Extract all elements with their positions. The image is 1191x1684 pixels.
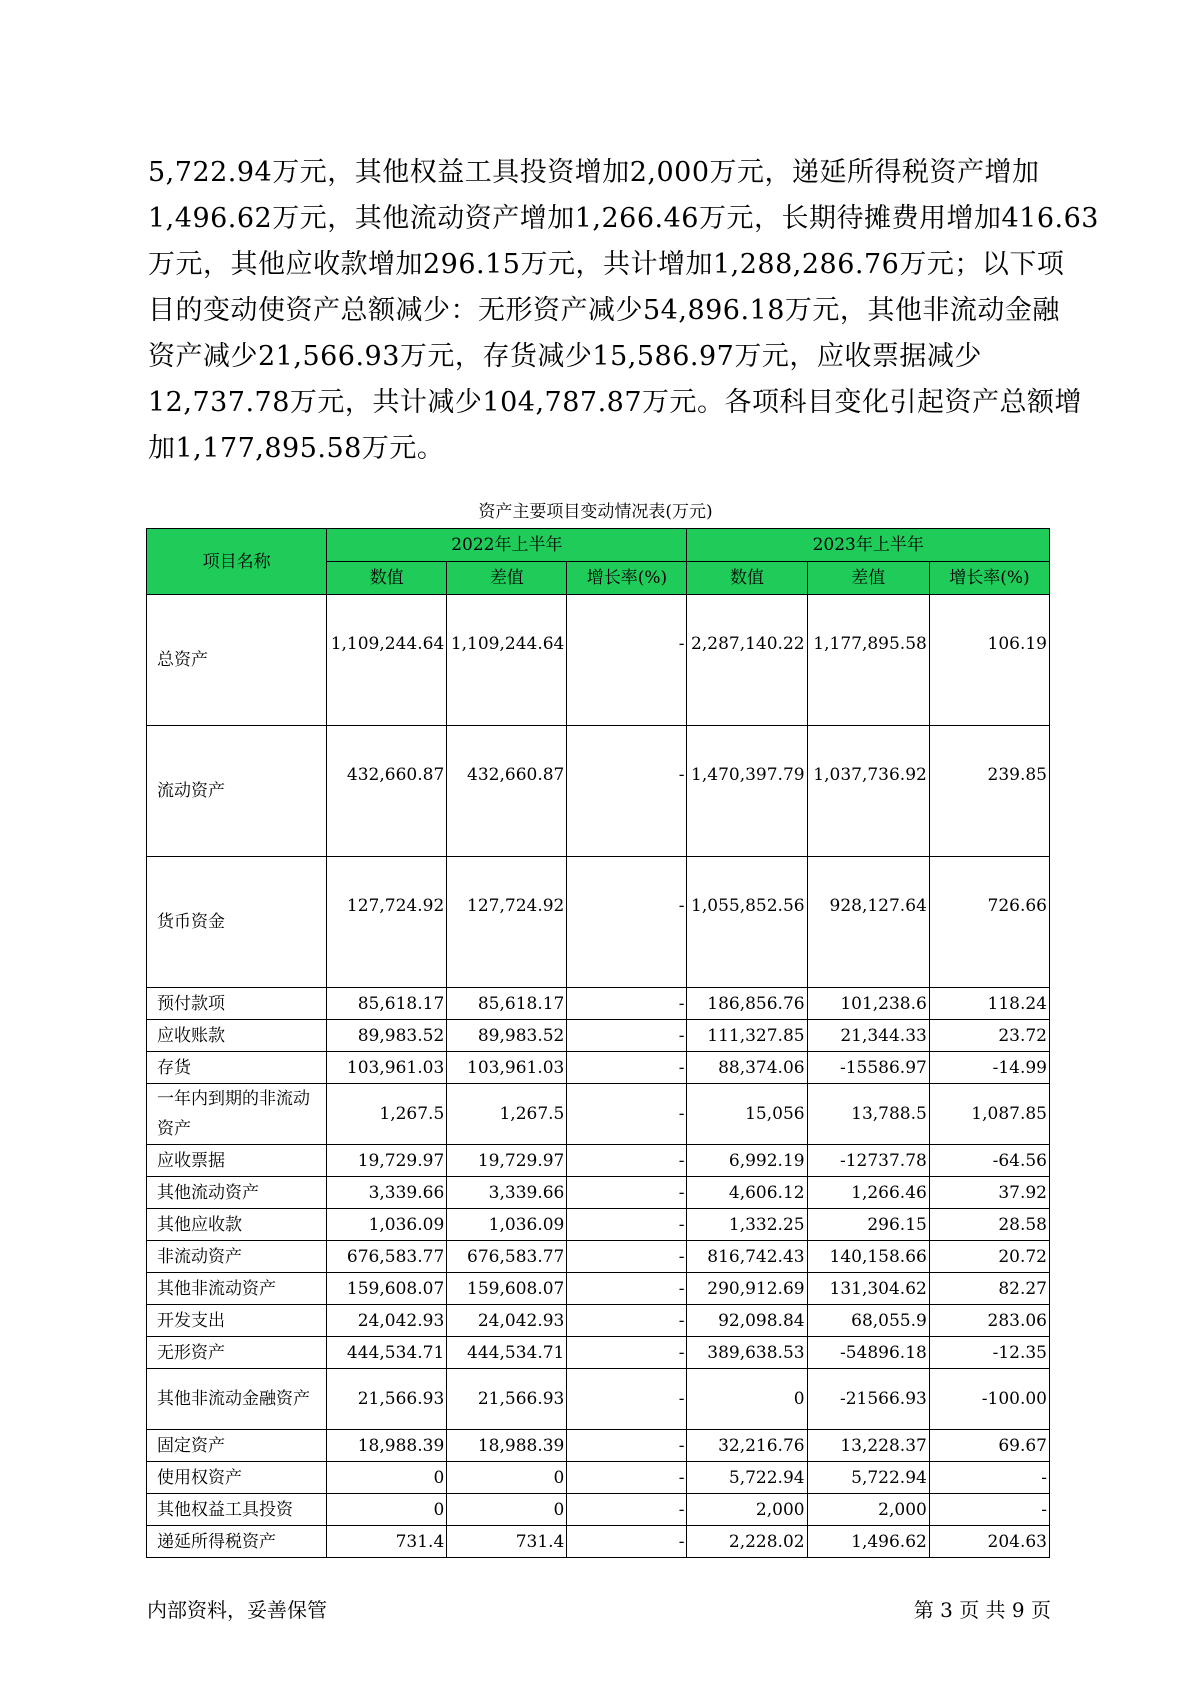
cell-diff-2023: 1,037,736.92 (807, 726, 929, 857)
row-item-name: 递延所得税资产 (147, 1526, 327, 1558)
row-item-name: 其他非流动金融资产 (147, 1369, 327, 1430)
cell-diff-2023: -15586.97 (807, 1052, 929, 1084)
cell-rate-2022: - (567, 1052, 687, 1084)
cell-value-2023: 1,470,397.79 (687, 726, 807, 857)
row-item-name: 其他流动资产 (147, 1177, 327, 1209)
cell-value-2022: 444,534.71 (327, 1337, 447, 1369)
cell-value-2022: 89,983.52 (327, 1020, 447, 1052)
cell-value-2022: 1,267.5 (327, 1084, 447, 1145)
cell-value-2023: 2,287,140.22 (687, 595, 807, 726)
cell-value-2023: 186,856.76 (687, 988, 807, 1020)
table-row (147, 1084, 1050, 1145)
cell-value-2022: 0 (327, 1494, 447, 1526)
cell-value-2023: 816,742.43 (687, 1241, 807, 1273)
paragraph-line: 12,737.78万元，共计减少104,787.87万元。各项科目变化引起资产总额增 (148, 387, 1083, 418)
cell-diff-2023: 13,228.37 (807, 1430, 929, 1462)
table-row (147, 1273, 1050, 1305)
cell-rate-2023: 106.19 (929, 595, 1049, 726)
row-item-name: 总资产 (147, 595, 327, 726)
cell-diff-2022: 19,729.97 (447, 1145, 567, 1177)
cell-value-2023: 1,332.25 (687, 1209, 807, 1241)
cell-rate-2023: -64.56 (929, 1145, 1049, 1177)
cell-diff-2023: 21,344.33 (807, 1020, 929, 1052)
header-year-2022: 2022年上半年 (327, 529, 687, 562)
table-row (147, 1305, 1050, 1337)
cell-diff-2022: 0 (447, 1494, 567, 1526)
cell-value-2022: 21,566.93 (327, 1369, 447, 1430)
cell-diff-2022: 676,583.77 (447, 1241, 567, 1273)
cell-rate-2023: 283.06 (929, 1305, 1049, 1337)
cell-value-2022: 159,608.07 (327, 1273, 447, 1305)
table-row (147, 726, 1050, 857)
cell-diff-2023: 131,304.62 (807, 1273, 929, 1305)
cell-value-2023: 4,606.12 (687, 1177, 807, 1209)
table-row (147, 1462, 1050, 1494)
cell-value-2022: 1,109,244.64 (327, 595, 447, 726)
cell-diff-2022: 1,036.09 (447, 1209, 567, 1241)
header-year-2023: 2023年上半年 (687, 529, 1050, 562)
cell-rate-2023: 204.63 (929, 1526, 1049, 1558)
cell-rate-2023: 28.58 (929, 1209, 1049, 1241)
cell-diff-2022: 444,534.71 (447, 1337, 567, 1369)
table-row (147, 1494, 1050, 1526)
cell-value-2023: 111,327.85 (687, 1020, 807, 1052)
header-value-2022: 数值 (327, 562, 447, 595)
row-item-name: 流动资产 (147, 726, 327, 857)
row-item-name: 存货 (147, 1052, 327, 1084)
header-value-2023: 数值 (687, 562, 807, 595)
cell-rate-2023: 23.72 (929, 1020, 1049, 1052)
cell-diff-2023: 928,127.64 (807, 857, 929, 988)
body-paragraph (148, 150, 1099, 472)
paragraph-line: 目的变动使资产总额减少：无形资产减少54,896.18万元，其他非流动金融 (148, 295, 1060, 326)
row-item-name: 其他权益工具投资 (147, 1494, 327, 1526)
table-row (147, 857, 1050, 988)
cell-diff-2023: 68,055.9 (807, 1305, 929, 1337)
table-row (147, 1020, 1050, 1052)
cell-rate-2023: 118.24 (929, 988, 1049, 1020)
cell-rate-2022: - (567, 1494, 687, 1526)
cell-diff-2023: 101,238.6 (807, 988, 929, 1020)
cell-value-2023: 1,055,852.56 (687, 857, 807, 988)
table-row (147, 1430, 1050, 1462)
cell-rate-2022: - (567, 1526, 687, 1558)
cell-rate-2022: - (567, 1430, 687, 1462)
cell-diff-2023: -21566.93 (807, 1369, 929, 1430)
row-item-name: 开发支出 (147, 1305, 327, 1337)
cell-diff-2023: -12737.78 (807, 1145, 929, 1177)
asset-change-table (146, 528, 1050, 1558)
cell-rate-2022: - (567, 1020, 687, 1052)
cell-value-2022: 432,660.87 (327, 726, 447, 857)
cell-diff-2022: 103,961.03 (447, 1052, 567, 1084)
cell-rate-2023: -12.35 (929, 1337, 1049, 1369)
cell-diff-2023: 2,000 (807, 1494, 929, 1526)
cell-value-2023: 5,722.94 (687, 1462, 807, 1494)
cell-value-2023: 2,000 (687, 1494, 807, 1526)
cell-value-2023: 88,374.06 (687, 1052, 807, 1084)
cell-rate-2023: 69.67 (929, 1430, 1049, 1462)
paragraph-line: 5,722.94万元，其他权益工具投资增加2,000万元，递延所得税资产增加 (148, 157, 1040, 188)
cell-rate-2022: - (567, 1177, 687, 1209)
cell-value-2022: 0 (327, 1462, 447, 1494)
table-row (147, 1526, 1050, 1558)
row-item-name: 使用权资产 (147, 1462, 327, 1494)
cell-rate-2023: - (929, 1494, 1049, 1526)
cell-rate-2022: - (567, 726, 687, 857)
cell-rate-2023: 726.66 (929, 857, 1049, 988)
cell-diff-2022: 85,618.17 (447, 988, 567, 1020)
footer-page-number: 第 3 页 共 9 页 (913, 1598, 1051, 1622)
cell-value-2023: 6,992.19 (687, 1145, 807, 1177)
cell-rate-2022: - (567, 595, 687, 726)
cell-rate-2022: - (567, 1369, 687, 1430)
cell-rate-2022: - (567, 988, 687, 1020)
row-item-name: 应收账款 (147, 1020, 327, 1052)
cell-diff-2022: 432,660.87 (447, 726, 567, 857)
cell-rate-2023: 20.72 (929, 1241, 1049, 1273)
header-rate-2022: 增长率(%) (567, 562, 687, 595)
table-caption: 资产主要项目变动情况表(万元) (478, 502, 713, 522)
footer-confidential: 内部资料，妥善保管 (147, 1598, 327, 1622)
row-item-name: 其他应收款 (147, 1209, 327, 1241)
cell-rate-2023: -14.99 (929, 1052, 1049, 1084)
table-row (147, 1337, 1050, 1369)
cell-rate-2022: - (567, 857, 687, 988)
table-row (147, 1369, 1050, 1430)
cell-diff-2023: 1,177,895.58 (807, 595, 929, 726)
row-item-name: 一年内到期的非流动资产 (147, 1084, 327, 1145)
cell-value-2022: 103,961.03 (327, 1052, 447, 1084)
cell-rate-2022: - (567, 1084, 687, 1145)
cell-rate-2022: - (567, 1209, 687, 1241)
cell-diff-2023: -54896.18 (807, 1337, 929, 1369)
cell-rate-2023: - (929, 1462, 1049, 1494)
table-row (147, 1145, 1050, 1177)
cell-value-2022: 3,339.66 (327, 1177, 447, 1209)
table-row (147, 595, 1050, 726)
cell-value-2023: 15,056 (687, 1084, 807, 1145)
paragraph-line: 资产减少21,566.93万元，存货减少15,586.97万元，应收票据减少 (148, 341, 982, 372)
cell-diff-2023: 5,722.94 (807, 1462, 929, 1494)
cell-diff-2023: 140,158.66 (807, 1241, 929, 1273)
header-item-name: 项目名称 (147, 529, 327, 595)
cell-rate-2022: - (567, 1305, 687, 1337)
cell-value-2023: 2,228.02 (687, 1526, 807, 1558)
cell-value-2023: 290,912.69 (687, 1273, 807, 1305)
row-item-name: 应收票据 (147, 1145, 327, 1177)
row-item-name: 货币资金 (147, 857, 327, 988)
cell-rate-2023: 37.92 (929, 1177, 1049, 1209)
cell-value-2023: 92,098.84 (687, 1305, 807, 1337)
cell-value-2022: 18,988.39 (327, 1430, 447, 1462)
table-row (147, 1209, 1050, 1241)
table-row (147, 1052, 1050, 1084)
row-item-name: 预付款项 (147, 988, 327, 1020)
header-rate-2023: 增长率(%) (929, 562, 1049, 595)
cell-value-2022: 676,583.77 (327, 1241, 447, 1273)
cell-diff-2022: 731.4 (447, 1526, 567, 1558)
cell-rate-2022: - (567, 1462, 687, 1494)
cell-diff-2022: 3,339.66 (447, 1177, 567, 1209)
cell-value-2022: 127,724.92 (327, 857, 447, 988)
cell-value-2022: 731.4 (327, 1526, 447, 1558)
table-body (147, 595, 1050, 1558)
cell-rate-2022: - (567, 1273, 687, 1305)
cell-diff-2022: 1,109,244.64 (447, 595, 567, 726)
cell-value-2023: 32,216.76 (687, 1430, 807, 1462)
cell-value-2023: 389,638.53 (687, 1337, 807, 1369)
cell-value-2022: 19,729.97 (327, 1145, 447, 1177)
cell-value-2022: 24,042.93 (327, 1305, 447, 1337)
paragraph-line: 万元，其他应收款增加296.15万元，共计增加1,288,286.76万元；以下项 (148, 249, 1065, 280)
table-row (147, 1241, 1050, 1273)
cell-diff-2023: 1,266.46 (807, 1177, 929, 1209)
cell-rate-2023: 239.85 (929, 726, 1049, 857)
cell-rate-2023: -100.00 (929, 1369, 1049, 1430)
cell-rate-2022: - (567, 1241, 687, 1273)
cell-diff-2022: 24,042.93 (447, 1305, 567, 1337)
cell-rate-2023: 82.27 (929, 1273, 1049, 1305)
cell-diff-2022: 1,267.5 (447, 1084, 567, 1145)
cell-diff-2022: 21,566.93 (447, 1369, 567, 1430)
cell-rate-2023: 1,087.85 (929, 1084, 1049, 1145)
cell-diff-2022: 127,724.92 (447, 857, 567, 988)
row-item-name: 固定资产 (147, 1430, 327, 1462)
cell-diff-2023: 1,496.62 (807, 1526, 929, 1558)
cell-value-2022: 85,618.17 (327, 988, 447, 1020)
cell-value-2022: 1,036.09 (327, 1209, 447, 1241)
cell-value-2023: 0 (687, 1369, 807, 1430)
table-row (147, 988, 1050, 1020)
row-item-name: 其他非流动资产 (147, 1273, 327, 1305)
cell-rate-2022: - (567, 1145, 687, 1177)
header-diff-2022: 差值 (447, 562, 567, 595)
header-diff-2023: 差值 (807, 562, 929, 595)
cell-diff-2022: 89,983.52 (447, 1020, 567, 1052)
table-row (147, 1177, 1050, 1209)
row-item-name: 非流动资产 (147, 1241, 327, 1273)
cell-diff-2022: 159,608.07 (447, 1273, 567, 1305)
cell-diff-2023: 13,788.5 (807, 1084, 929, 1145)
cell-diff-2022: 0 (447, 1462, 567, 1494)
paragraph-line: 1,496.62万元，其他流动资产增加1,266.46万元，长期待摊费用增加416.63 (148, 203, 1099, 234)
cell-rate-2022: - (567, 1337, 687, 1369)
cell-diff-2022: 18,988.39 (447, 1430, 567, 1462)
row-item-name: 无形资产 (147, 1337, 327, 1369)
cell-diff-2023: 296.15 (807, 1209, 929, 1241)
paragraph-line: 加1,177,895.58万元。 (148, 433, 445, 464)
